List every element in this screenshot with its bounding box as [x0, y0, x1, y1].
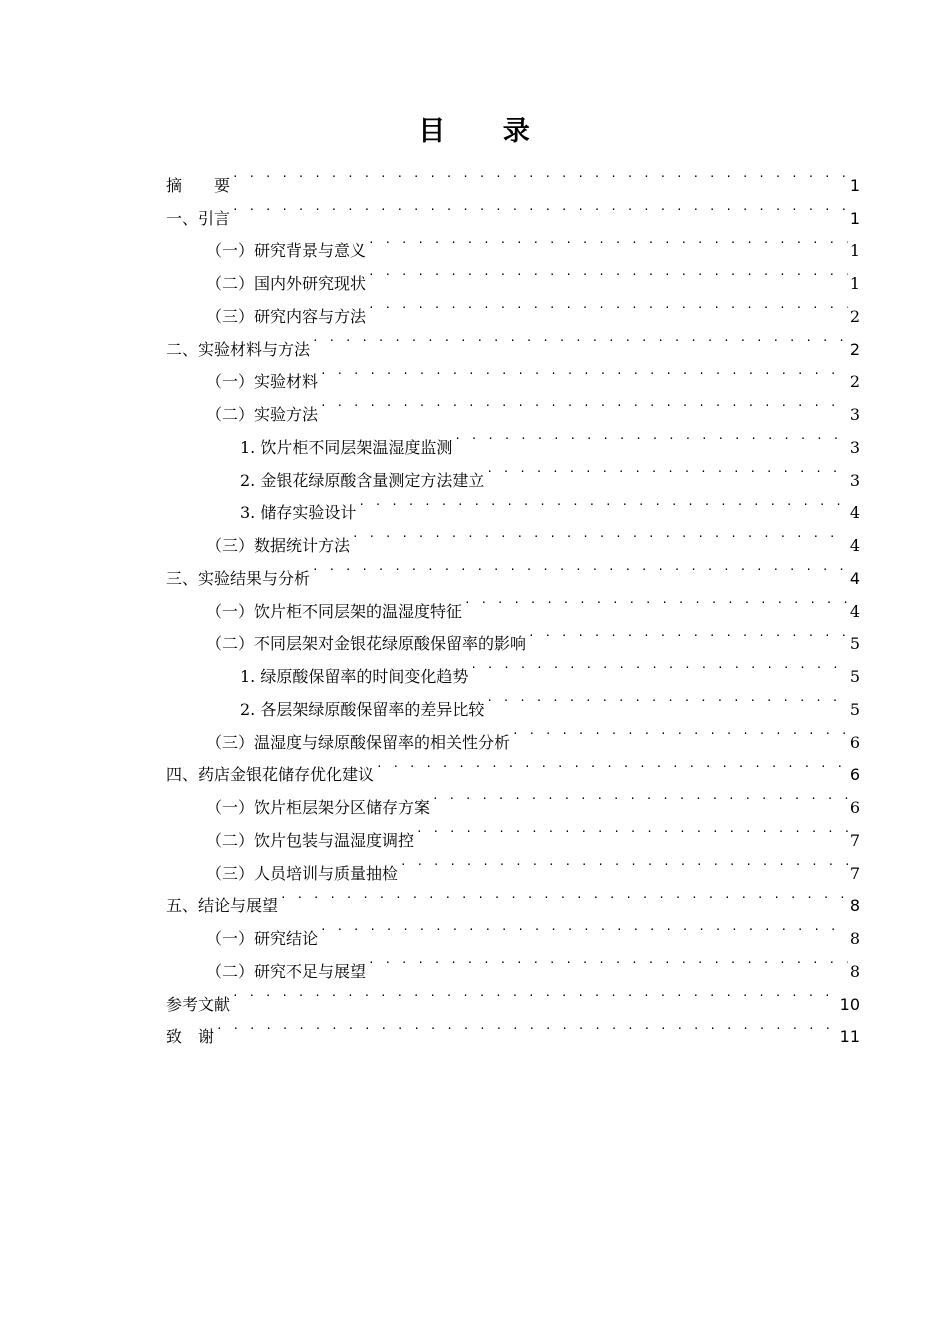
toc-entry-label: （二）研究不足与展望 [206, 961, 367, 981]
toc-entry-page-number: 6 [849, 732, 860, 752]
toc-dot-leader [232, 191, 848, 224]
toc-entry[interactable] [166, 1010, 860, 1047]
toc-entry-page-number: 7 [849, 863, 860, 883]
toc-dot-leader [432, 780, 848, 813]
toc-entry-label: 摘 要 [166, 175, 231, 195]
toc-dot-leader [358, 486, 847, 519]
toc-dot-leader [512, 715, 848, 748]
toc-entry-label: 五、结论与展望 [166, 896, 279, 916]
toc-entry-page-number: 5 [849, 667, 860, 686]
toc-entry-label: （三）研究内容与方法 [206, 306, 367, 326]
toc-entry-page-number: 2 [849, 372, 860, 392]
toc-entry-label: （三）温湿度与绿原酸保留率的相关性分析 [206, 732, 511, 752]
toc-dot-leader [320, 911, 848, 944]
toc-entry-label: （一）研究背景与意义 [206, 241, 367, 261]
toc-entry-page-number: 3 [849, 437, 860, 457]
toc-entry-page-number: 7 [849, 830, 860, 850]
toc-dot-leader [400, 846, 848, 879]
toc-dot-leader [464, 584, 848, 617]
toc-entry-page-number: 4 [849, 601, 860, 621]
toc-entry-page-number: 8 [849, 929, 860, 948]
toc-entry-label: （一）饮片柜不同层架的温湿度特征 [206, 601, 463, 621]
table-of-contents [166, 158, 860, 1047]
toc-entry-label: 3. 储存实验设计 [240, 503, 357, 523]
toc-entry[interactable] [166, 158, 860, 195]
toc-dot-leader [320, 355, 848, 388]
toc-entry-label: （二）实验方法 [206, 405, 319, 424]
toc-entry-label: 四、药店金银花储存优化建议 [166, 765, 375, 785]
toc-entry-label: （三）数据统计方法 [206, 536, 351, 555]
toc-entry-page-number: 4 [849, 536, 860, 555]
toc-entry-page-number: 6 [849, 798, 860, 817]
toc-entry[interactable] [166, 224, 860, 261]
toc-entry-label: 致 谢 [166, 1027, 215, 1047]
toc-entry-page-number: 1 [849, 208, 860, 228]
toc-dot-leader [454, 420, 847, 453]
toc-entry-label: （三）人员培训与质量抽检 [206, 863, 399, 883]
toc-entry-label: 三、实验结果与分析 [166, 568, 311, 588]
toc-dot-leader [486, 453, 847, 486]
toc-entry-page-number: 4 [849, 568, 860, 588]
toc-entry-label: 一、引言 [166, 208, 231, 228]
toc-dot-leader [376, 748, 848, 781]
toc-dot-leader [232, 977, 838, 1010]
toc-dot-leader [312, 551, 848, 584]
toc-entry-page-number: 2 [849, 306, 860, 326]
toc-entry-label: （二）国内外研究现状 [206, 274, 367, 293]
toc-entry-page-number: 3 [849, 405, 860, 424]
toc-entry-page-number: 1 [849, 241, 860, 261]
toc-dot-leader [216, 1010, 838, 1043]
toc-dot-leader [486, 682, 847, 715]
toc-entry-label: （一）饮片柜层架分区储存方案 [206, 798, 431, 817]
toc-entry-page-number: 4 [849, 503, 860, 523]
toc-entry-page-number: 5 [849, 634, 860, 654]
toc-entry-page-number: 1 [849, 274, 860, 293]
toc-entry-label: 2. 金银花绿原酸含量测定方法建立 [240, 470, 485, 490]
toc-entry-label: 参考文献 [166, 994, 231, 1014]
toc-entry-label: 二、实验材料与方法 [166, 339, 311, 359]
toc-dot-leader [368, 289, 848, 322]
toc-dot-leader [320, 387, 848, 420]
toc-entry-page-number: 1 [849, 175, 860, 195]
toc-entry-label: 1. 饮片柜不同层架温湿度监测 [240, 437, 453, 457]
toc-entry-label: 1. 绿原酸保留率的时间变化趋势 [240, 667, 469, 686]
toc-title: 目 录 [418, 116, 532, 147]
toc-entry-page-number: 2 [849, 339, 860, 359]
toc-dot-leader [368, 944, 848, 977]
toc-entry-label: （一）研究结论 [206, 929, 319, 948]
toc-entry-page-number: 11 [839, 1027, 860, 1047]
toc-entry-page-number: 3 [849, 470, 860, 490]
toc-entry-label: （一）实验材料 [206, 372, 319, 392]
toc-dot-leader [368, 224, 848, 257]
toc-dot-leader [470, 649, 847, 682]
toc-entry-label: （二）不同层架对金银花绿原酸保留率的影响 [206, 634, 527, 654]
toc-entry-page-number: 8 [849, 896, 860, 916]
toc-entry-page-number: 5 [849, 699, 860, 719]
toc-entry-page-number: 10 [839, 994, 860, 1014]
toc-dot-leader [368, 256, 848, 289]
toc-dot-leader [280, 879, 848, 912]
toc-entry-label: （二）饮片包装与温湿度调控 [206, 830, 415, 850]
toc-dot-leader [528, 617, 848, 650]
toc-entry[interactable] [166, 191, 860, 228]
toc-dot-leader [416, 813, 848, 846]
toc-dot-leader [352, 518, 848, 551]
toc-entry-label: 2. 各层架绿原酸保留率的差异比较 [240, 699, 485, 719]
toc-dot-leader [232, 158, 848, 191]
toc-entry-page-number: 6 [849, 765, 860, 785]
toc-dot-leader [312, 322, 848, 355]
toc-entry-page-number: 8 [849, 961, 860, 981]
toc-entry[interactable] [166, 977, 860, 1014]
